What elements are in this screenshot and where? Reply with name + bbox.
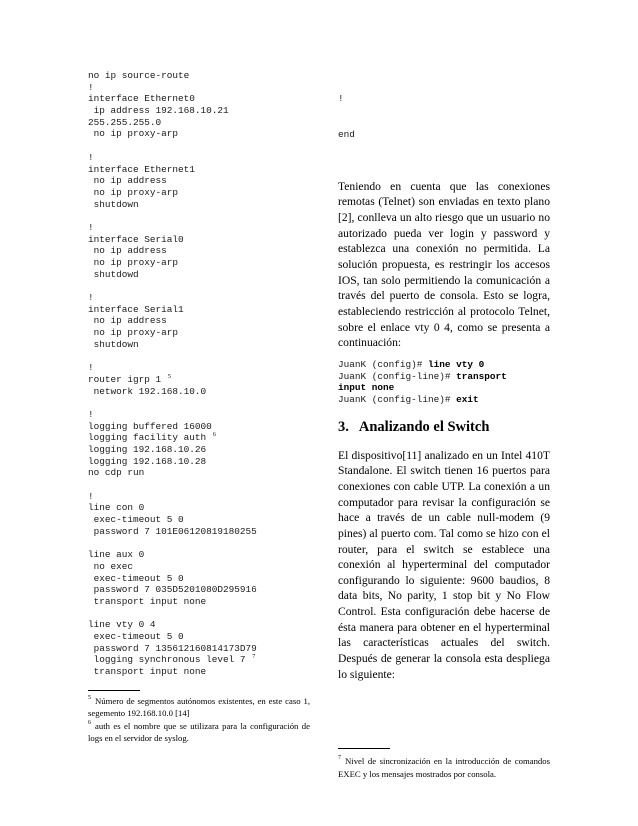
code-line-text: ! xyxy=(88,408,94,420)
paragraph-switch-analysis: El dispositivo[11] analizado en un Intel 410T Standalone. El switch tienen 16 puertos para conexiones con cable UTP. La conexión a un computador para revisar la configuración se hace a través de un cable null-modem (9 pines) al puerto com. Tal como se hizo con el router, para el switch se establece una conexión al hyperterminal del computador configurando lo siguiente: 9600 baudios, 8 data bits, No parity, 1 stop bit y No Flow Control. Esta configuración debe hacerse de ésta manera para obtener en el hyperterminal las características actuales del switch. Después de generar la consola esta despliega lo siguiente: xyxy=(338,448,550,681)
command-line xyxy=(338,394,550,406)
footnote-6 xyxy=(88,720,310,745)
section-heading xyxy=(338,419,550,436)
code-line xyxy=(88,561,310,573)
command-text: exit xyxy=(456,393,479,405)
code-line xyxy=(88,187,310,199)
footnote-number: 7 xyxy=(338,755,341,762)
code-line: end xyxy=(338,128,355,140)
code-line-text: ip address 192.168.10.21 xyxy=(88,105,229,117)
code-line xyxy=(88,549,310,561)
code-line-text: logging synchronous level 7 xyxy=(88,654,252,666)
config-end-listing xyxy=(338,70,550,164)
code-line xyxy=(88,152,310,164)
code-line-text: shutdown xyxy=(88,338,139,350)
command-prompt: JuanK (config-line)# xyxy=(338,393,457,405)
code-line-text: ! xyxy=(88,81,94,93)
code-line-text: ! xyxy=(88,490,94,502)
code-line-text: logging 192.168.10.26 xyxy=(88,444,207,455)
code-line xyxy=(88,199,310,211)
code-line-text: password 7 101E06120819180255 xyxy=(88,525,257,537)
footnote-marker: 7 xyxy=(252,653,256,661)
code-line-text: network 192.168.10.0 xyxy=(88,385,207,397)
code-line-text: no ip address xyxy=(88,175,167,187)
code-line-text: no ip proxy-arp xyxy=(88,257,179,268)
code-line xyxy=(88,280,310,292)
footnote-5 xyxy=(88,695,310,720)
code-line-text: 255.255.255.0 xyxy=(88,116,162,128)
command-text: input none xyxy=(338,382,395,394)
footnote-text: Número de segmentos autónomos existentes, en este caso 1, segemento 192.168.10.0 [14] xyxy=(88,695,310,719)
code-line xyxy=(88,70,310,82)
code-line xyxy=(88,479,310,491)
code-line xyxy=(88,351,310,363)
code-line xyxy=(88,643,310,655)
code-line xyxy=(88,304,310,316)
code-line xyxy=(88,444,310,456)
code-line xyxy=(88,175,310,187)
code-line xyxy=(88,526,310,538)
code-line-text: ! xyxy=(88,362,94,374)
footnote-text: auth es el nombre que se utilizara para la configuración de logs en el servidor de syslog. xyxy=(88,720,310,743)
code-line-text: line aux 0 xyxy=(88,549,145,561)
code-line xyxy=(88,362,310,374)
code-line: ! xyxy=(338,93,344,105)
footnote-marker: 6 xyxy=(212,431,217,439)
command-text: transport xyxy=(456,370,507,382)
code-line xyxy=(88,117,310,129)
left-column xyxy=(88,70,310,744)
code-line xyxy=(88,584,310,596)
code-line-text: transport input none xyxy=(88,666,207,678)
code-line-text: line vty 0 4 xyxy=(88,619,156,631)
code-line xyxy=(88,234,310,246)
code-line xyxy=(88,514,310,526)
code-line xyxy=(88,491,310,503)
code-line-text: interface Ethernet1 xyxy=(88,163,195,175)
code-line-text: exec-timeout 5 0 xyxy=(88,572,184,584)
left-footnotes xyxy=(88,695,310,745)
code-line-text: no ip address xyxy=(88,315,167,327)
code-line xyxy=(88,619,310,631)
footnote-marker: 5 xyxy=(167,372,172,380)
code-line-text: no ip address xyxy=(88,245,167,257)
command-line xyxy=(338,371,550,383)
paragraph-telnet-risk: Teniendo en cuenta que las conexiones remotas (Telnet) son enviadas en texto plano [2], conlleva un alto riesgo que un usuario no autorizado pueda ver login y password y establezca una conexión no permitida. La solución propuesta, es restringir los accesos IOS, tan solo permitiendo la comunicación a través del puerto de consola. Esto se logra, estableciendo restricción al protocolo Telnet, sobre el enlace vty 0 4, como se presenta a continuación: xyxy=(338,179,550,350)
code-line xyxy=(88,269,310,281)
code-line xyxy=(88,397,310,409)
code-line xyxy=(88,421,310,433)
code-line-text: no ip source-route xyxy=(88,70,190,81)
section-number: 3. xyxy=(338,418,349,435)
code-line xyxy=(88,105,310,117)
code-line-text: router igrp 1 xyxy=(88,373,167,385)
code-line xyxy=(88,467,310,479)
code-line-text: no ip proxy-arp xyxy=(88,327,179,339)
code-line xyxy=(88,93,310,105)
code-line-text: exec-timeout 5 0 xyxy=(88,514,184,526)
code-line xyxy=(88,608,310,620)
command-prompt: JuanK (config)# xyxy=(338,358,429,370)
code-line xyxy=(88,210,310,222)
code-line-text: password 7 035D5201080D295916 xyxy=(88,584,257,596)
code-line-text: logging buffered 16000 xyxy=(88,420,212,432)
code-line xyxy=(88,245,310,257)
code-line xyxy=(88,327,310,339)
code-line-text: ! xyxy=(88,221,94,233)
code-line-text: no cdp run xyxy=(88,467,145,479)
code-line-text: exec-timeout 5 0 xyxy=(88,631,184,642)
footnote-number: 6 xyxy=(88,719,91,726)
ios-commands-listing xyxy=(338,359,550,406)
code-line xyxy=(88,409,310,421)
code-line xyxy=(88,315,310,327)
command-line xyxy=(338,359,550,371)
code-line-text: no exec xyxy=(88,560,134,572)
code-line xyxy=(88,386,310,398)
code-line-text: ! xyxy=(88,151,94,163)
code-line-text: interface Ethernet0 xyxy=(88,93,195,105)
code-line xyxy=(88,631,310,643)
code-line-text: shutdowd xyxy=(88,268,139,280)
code-line xyxy=(88,140,310,152)
code-line-text: shutdown xyxy=(88,198,139,210)
router-config-listing xyxy=(88,70,310,678)
code-line-text: ! xyxy=(88,292,94,304)
code-line xyxy=(88,596,310,608)
code-line xyxy=(88,82,310,94)
code-line xyxy=(88,456,310,468)
footnote-text: Nivel de sincronización en la introducción de comandos EXEC y los mensajes mostrados por consola. xyxy=(338,756,550,779)
code-line xyxy=(88,164,310,176)
code-line-text: interface Serial1 xyxy=(88,303,184,315)
code-line xyxy=(88,222,310,234)
code-line-text: password 7 135612160814173D79 xyxy=(88,642,257,654)
code-line-text: interface Serial0 xyxy=(88,233,184,245)
code-line xyxy=(88,339,310,351)
code-line xyxy=(88,573,310,585)
code-line xyxy=(88,128,310,140)
command-text: line vty 0 xyxy=(428,358,485,370)
code-line xyxy=(88,257,310,269)
code-line xyxy=(88,432,310,444)
code-line-text: no ip proxy-arp xyxy=(88,128,179,140)
code-line xyxy=(88,292,310,304)
code-line xyxy=(88,666,310,678)
section-title: Analizando el Switch xyxy=(358,418,490,435)
code-line xyxy=(88,654,310,666)
code-line-text: transport input none xyxy=(88,595,207,607)
code-line xyxy=(88,374,310,386)
code-line-text: logging facility auth xyxy=(88,432,212,444)
code-line-text: line con 0 xyxy=(88,502,145,514)
code-line-text: logging 192.168.10.28 xyxy=(88,455,207,467)
code-line-text: no ip proxy-arp xyxy=(88,186,179,198)
command-prompt: JuanK (config-line)# xyxy=(338,370,457,382)
footnote-number: 5 xyxy=(88,694,91,701)
code-line xyxy=(88,502,310,514)
command-line xyxy=(338,382,550,394)
right-column xyxy=(338,70,550,780)
code-line xyxy=(88,538,310,550)
footnote-7 xyxy=(338,755,550,780)
